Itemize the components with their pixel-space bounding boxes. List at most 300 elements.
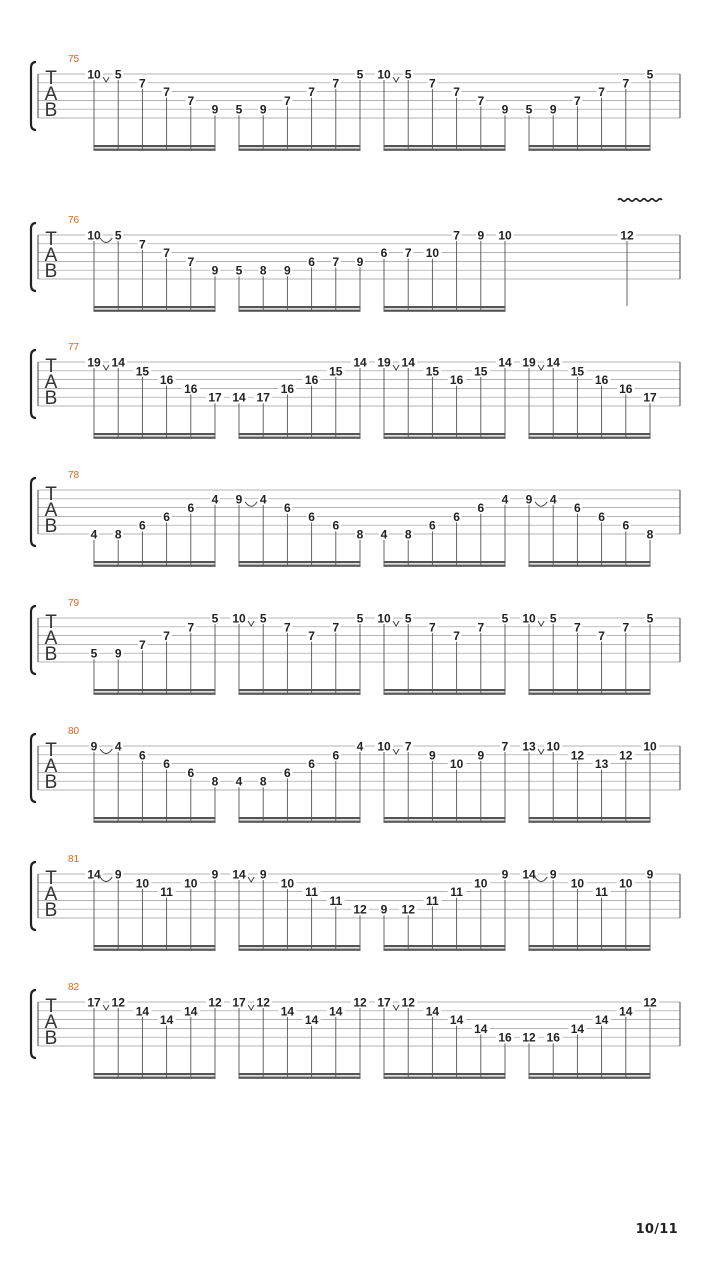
beam bbox=[384, 693, 506, 695]
fret-number: 5 bbox=[646, 67, 654, 82]
fret-number: 5 bbox=[235, 102, 243, 117]
beam bbox=[384, 306, 506, 308]
tab-clef-letter: A bbox=[44, 500, 58, 521]
beam bbox=[239, 149, 361, 151]
fret-number: 7 bbox=[404, 739, 412, 754]
fret-number: 9 bbox=[477, 228, 485, 243]
fret-number: 4 bbox=[259, 492, 267, 507]
beam bbox=[239, 1077, 361, 1079]
fret-number: 6 bbox=[332, 748, 340, 763]
fret-number: 5 bbox=[501, 611, 509, 626]
system-bracket bbox=[31, 990, 36, 1058]
tab-clef-letter: T bbox=[45, 612, 57, 633]
fret-number: 14 bbox=[159, 1013, 174, 1028]
fret-number: 9 bbox=[501, 102, 509, 117]
fret-number: 9 bbox=[525, 492, 533, 507]
slur-arc bbox=[535, 502, 547, 507]
measure-number: 76 bbox=[68, 215, 80, 226]
fret-number: 14 bbox=[546, 355, 560, 370]
fret-number: 6 bbox=[429, 518, 436, 533]
beam bbox=[529, 821, 651, 823]
fret-number: 10 bbox=[87, 228, 101, 243]
fret-number: 10 bbox=[498, 228, 512, 243]
fret-number: 12 bbox=[570, 748, 585, 763]
fret-number: 5 bbox=[259, 611, 267, 626]
note-group bbox=[89, 492, 220, 567]
fret-number: 4 bbox=[356, 739, 364, 754]
fret-number: 9 bbox=[211, 867, 219, 882]
fret-number: 7 bbox=[332, 76, 340, 91]
fret-number: 6 bbox=[308, 509, 315, 524]
fret-number: 14 bbox=[425, 1004, 440, 1019]
fret-number: 8 bbox=[404, 527, 412, 542]
fret-number: 10 bbox=[184, 876, 198, 891]
beam bbox=[384, 821, 506, 823]
fret-number: 10 bbox=[377, 611, 391, 626]
fret-number: 17 bbox=[208, 390, 222, 405]
fret-number: 7 bbox=[332, 254, 340, 269]
fret-number: 7 bbox=[284, 93, 291, 108]
beam bbox=[239, 821, 361, 823]
system-bracket bbox=[31, 734, 36, 802]
system-80 bbox=[31, 726, 680, 823]
fret-number: 10 bbox=[377, 67, 391, 82]
vibrato-mark bbox=[618, 199, 662, 202]
fret-number: 6 bbox=[139, 748, 146, 763]
beam bbox=[94, 949, 216, 951]
system-82 bbox=[31, 982, 680, 1079]
beam bbox=[529, 565, 651, 567]
fret-number: 7 bbox=[404, 246, 412, 261]
fret-number: 7 bbox=[574, 93, 581, 108]
fret-number: 17 bbox=[87, 995, 101, 1010]
fret-number: 10 bbox=[280, 876, 295, 891]
fret-number: 14 bbox=[401, 355, 415, 370]
tab-clef-letter: B bbox=[44, 644, 58, 665]
fret-number: 7 bbox=[453, 85, 460, 100]
fret-number: 5 bbox=[235, 263, 243, 278]
fret-number: 6 bbox=[284, 765, 291, 780]
fret-number: 9 bbox=[259, 867, 267, 882]
beam bbox=[239, 817, 361, 819]
slur-tick bbox=[103, 365, 109, 370]
fret-number: 14 bbox=[135, 1004, 150, 1019]
fret-number: 19 bbox=[522, 355, 536, 370]
system-bracket bbox=[31, 223, 36, 291]
fret-number: 5 bbox=[356, 67, 364, 82]
fret-number: 16 bbox=[498, 1030, 512, 1045]
system-75 bbox=[31, 54, 680, 151]
fret-number: 12 bbox=[353, 995, 367, 1010]
beam bbox=[94, 306, 216, 308]
fret-number: 12 bbox=[643, 995, 657, 1010]
fret-number: 4 bbox=[549, 492, 557, 507]
fret-number: 9 bbox=[646, 867, 654, 882]
beam bbox=[239, 689, 361, 691]
fret-number: 6 bbox=[163, 509, 170, 524]
system-76 bbox=[31, 199, 680, 312]
fret-number: 11 bbox=[160, 885, 173, 900]
slur-tick bbox=[393, 621, 399, 626]
system-79 bbox=[31, 598, 680, 695]
tab-clef-letter: B bbox=[44, 900, 58, 921]
beam bbox=[384, 689, 506, 691]
beam bbox=[529, 145, 651, 147]
note-group bbox=[379, 492, 510, 567]
tab-clef-letter: B bbox=[44, 388, 58, 409]
tab-clef-letter: A bbox=[44, 84, 58, 105]
slur-tick bbox=[103, 77, 109, 82]
slur-tick bbox=[393, 749, 399, 754]
fret-number: 6 bbox=[574, 501, 581, 516]
system-bracket bbox=[31, 62, 36, 130]
fret-number: 7 bbox=[477, 93, 485, 108]
fret-number: 14 bbox=[184, 1004, 198, 1019]
slur-arc bbox=[100, 749, 112, 754]
fret-number: 10 bbox=[135, 876, 150, 891]
note-group bbox=[234, 255, 365, 312]
tab-clef-letter: A bbox=[44, 372, 58, 393]
system-bracket bbox=[31, 350, 36, 418]
beam bbox=[239, 433, 361, 435]
beam bbox=[384, 949, 506, 951]
fret-number: 6 bbox=[163, 757, 170, 772]
fret-number: 12 bbox=[401, 995, 415, 1010]
slur-tick bbox=[248, 621, 254, 626]
slur-tick bbox=[538, 365, 544, 370]
fret-number: 19 bbox=[87, 355, 101, 370]
fret-number: 16 bbox=[449, 373, 464, 388]
beam bbox=[239, 145, 361, 147]
system-bracket bbox=[31, 606, 36, 674]
beam bbox=[239, 693, 361, 695]
beam bbox=[94, 437, 216, 439]
fret-number: 5 bbox=[549, 611, 557, 626]
fret-number: 10 bbox=[546, 739, 560, 754]
fret-number: 6 bbox=[622, 518, 630, 533]
fret-number: 17 bbox=[256, 390, 270, 405]
fret-number: 9 bbox=[549, 867, 557, 882]
system-bracket bbox=[31, 478, 36, 546]
tab-clef-letter: A bbox=[44, 1012, 58, 1033]
measure-number: 79 bbox=[68, 598, 80, 609]
fret-number: 5 bbox=[404, 611, 412, 626]
fret-number: 12 bbox=[111, 995, 125, 1010]
fret-number: 6 bbox=[453, 509, 460, 524]
tab-clef-letter: A bbox=[44, 245, 58, 266]
beam bbox=[384, 433, 506, 435]
fret-number: 14 bbox=[304, 1013, 319, 1028]
fret-number: 8 bbox=[114, 527, 122, 542]
slur-tick bbox=[538, 621, 544, 626]
fret-number: 16 bbox=[184, 381, 198, 396]
tab-clef-letter: A bbox=[44, 756, 58, 777]
beam bbox=[529, 1073, 651, 1075]
fret-number: 12 bbox=[619, 748, 633, 763]
page-indicator: 10/11 bbox=[635, 1222, 678, 1237]
slur-arc bbox=[245, 502, 257, 507]
measure-number: 80 bbox=[68, 726, 80, 737]
beam bbox=[94, 817, 216, 819]
beam bbox=[529, 945, 651, 947]
fret-number: 7 bbox=[574, 620, 581, 635]
beam bbox=[94, 1073, 216, 1075]
slur-tick bbox=[393, 365, 399, 370]
beam bbox=[384, 1077, 506, 1079]
fret-number: 5 bbox=[404, 67, 412, 82]
fret-number: 6 bbox=[332, 518, 340, 533]
fret-number: 17 bbox=[643, 390, 657, 405]
beam bbox=[239, 565, 361, 567]
tab-clef-letter: T bbox=[45, 996, 57, 1017]
fret-number: 12 bbox=[208, 995, 222, 1010]
fret-number: 12 bbox=[353, 902, 367, 917]
fret-number: 14 bbox=[522, 867, 536, 882]
fret-number: 5 bbox=[646, 611, 654, 626]
measure-number: 78 bbox=[68, 470, 80, 481]
slur-tick bbox=[538, 749, 544, 754]
note-group bbox=[618, 229, 636, 307]
measure-number: 81 bbox=[68, 854, 80, 865]
fret-number: 15 bbox=[329, 364, 343, 379]
tab-clef-letter: A bbox=[44, 628, 58, 649]
fret-number: 9 bbox=[259, 102, 267, 117]
fret-number: 12 bbox=[401, 902, 415, 917]
fret-number: 10 bbox=[619, 876, 633, 891]
note-group bbox=[524, 492, 655, 567]
fret-number: 9 bbox=[114, 646, 122, 661]
fret-number: 11 bbox=[329, 893, 343, 908]
fret-number: 12 bbox=[522, 1030, 536, 1045]
beam bbox=[94, 149, 216, 151]
fret-number: 16 bbox=[619, 381, 633, 396]
fret-number: 8 bbox=[646, 527, 654, 542]
fret-number: 11 bbox=[595, 885, 608, 900]
tab-clef-letter: A bbox=[44, 884, 58, 905]
fret-number: 4 bbox=[114, 739, 122, 754]
fret-number: 7 bbox=[163, 246, 170, 261]
beam bbox=[94, 945, 216, 947]
fret-number: 7 bbox=[163, 85, 170, 100]
beam bbox=[94, 565, 216, 567]
beam bbox=[384, 945, 506, 947]
fret-number: 7 bbox=[429, 76, 436, 91]
fret-number: 7 bbox=[622, 620, 630, 635]
fret-number: 11 bbox=[305, 885, 318, 900]
fret-number: 14 bbox=[280, 1004, 295, 1019]
beam bbox=[94, 1077, 216, 1079]
fret-number: 9 bbox=[477, 748, 485, 763]
fret-number: 14 bbox=[232, 390, 246, 405]
beam bbox=[529, 149, 651, 151]
beam bbox=[529, 689, 651, 691]
beam bbox=[384, 437, 506, 439]
tab-clef-letter: T bbox=[45, 740, 57, 761]
fret-number: 8 bbox=[259, 774, 267, 789]
beam bbox=[384, 145, 506, 147]
fret-number: 13 bbox=[594, 757, 609, 772]
beam bbox=[94, 693, 216, 695]
beam bbox=[94, 821, 216, 823]
fret-number: 14 bbox=[594, 1013, 609, 1028]
beam bbox=[384, 310, 506, 312]
measure-number: 75 bbox=[68, 54, 80, 65]
slur-tick bbox=[393, 1005, 399, 1010]
beam bbox=[239, 949, 361, 951]
fret-number: 9 bbox=[429, 748, 436, 763]
fret-number: 14 bbox=[474, 1021, 488, 1036]
beam bbox=[239, 945, 361, 947]
fret-number: 5 bbox=[356, 611, 364, 626]
tab-clef-letter: T bbox=[45, 868, 57, 889]
slur-tick bbox=[103, 1005, 109, 1010]
fret-number: 7 bbox=[477, 620, 485, 635]
fret-number: 10 bbox=[232, 611, 246, 626]
fret-number: 9 bbox=[235, 492, 243, 507]
measure-number: 77 bbox=[68, 342, 80, 353]
fret-number: 9 bbox=[211, 102, 219, 117]
fret-number: 14 bbox=[619, 1004, 633, 1019]
fret-number: 6 bbox=[380, 246, 388, 261]
fret-number: 9 bbox=[549, 102, 557, 117]
fret-number: 5 bbox=[525, 102, 533, 117]
fret-number: 17 bbox=[377, 995, 391, 1010]
fret-number: 14 bbox=[87, 867, 101, 882]
beam bbox=[384, 561, 506, 563]
fret-number: 6 bbox=[477, 501, 485, 516]
fret-number: 16 bbox=[304, 373, 319, 388]
fret-number: 9 bbox=[380, 902, 388, 917]
fret-number: 15 bbox=[425, 364, 440, 379]
fret-number: 11 bbox=[426, 893, 439, 908]
fret-number: 7 bbox=[598, 629, 605, 644]
fret-number: 7 bbox=[332, 620, 340, 635]
beam bbox=[239, 310, 361, 312]
fret-number: 7 bbox=[139, 637, 146, 652]
fret-number: 7 bbox=[622, 76, 630, 91]
beam bbox=[94, 433, 216, 435]
fret-number: 7 bbox=[501, 739, 509, 754]
beam bbox=[239, 437, 361, 439]
measure-number: 82 bbox=[68, 982, 80, 993]
fret-number: 14 bbox=[498, 355, 512, 370]
tab-clef-letter: B bbox=[44, 772, 58, 793]
fret-number: 6 bbox=[598, 509, 605, 524]
slur-tick bbox=[248, 1005, 254, 1010]
fret-number: 13 bbox=[522, 739, 536, 754]
fret-number: 6 bbox=[284, 501, 291, 516]
fret-number: 5 bbox=[90, 646, 98, 661]
fret-number: 15 bbox=[570, 364, 585, 379]
fret-number: 7 bbox=[284, 620, 291, 635]
fret-number: 15 bbox=[474, 364, 488, 379]
beam bbox=[529, 949, 651, 951]
fret-number: 16 bbox=[159, 373, 174, 388]
fret-number: 16 bbox=[280, 381, 295, 396]
fret-number: 10 bbox=[377, 739, 391, 754]
fret-number: 7 bbox=[598, 85, 605, 100]
fret-number: 4 bbox=[501, 492, 509, 507]
beam bbox=[529, 817, 651, 819]
fret-number: 9 bbox=[356, 254, 364, 269]
tab-clef-letter: B bbox=[44, 261, 58, 282]
fret-number: 7 bbox=[429, 620, 436, 635]
beam bbox=[239, 1073, 361, 1075]
fret-number: 7 bbox=[139, 76, 146, 91]
slur-tick bbox=[248, 877, 254, 882]
fret-number: 8 bbox=[211, 774, 219, 789]
beam bbox=[94, 689, 216, 691]
system-77 bbox=[31, 342, 680, 439]
fret-number: 14 bbox=[329, 1004, 343, 1019]
system-bracket bbox=[31, 862, 36, 930]
fret-number: 12 bbox=[256, 995, 270, 1010]
fret-number: 14 bbox=[353, 355, 367, 370]
fret-number: 17 bbox=[232, 995, 246, 1010]
beam bbox=[384, 565, 506, 567]
beam bbox=[94, 145, 216, 147]
fret-number: 7 bbox=[308, 629, 315, 644]
tab-clef-letter: T bbox=[45, 229, 57, 250]
beam bbox=[239, 306, 361, 308]
fret-number: 11 bbox=[450, 885, 463, 900]
beam bbox=[529, 693, 651, 695]
fret-number: 4 bbox=[90, 527, 98, 542]
fret-number: 7 bbox=[139, 237, 146, 252]
tab-clef-letter: B bbox=[44, 516, 58, 537]
fret-number: 8 bbox=[356, 527, 364, 542]
fret-number: 19 bbox=[377, 355, 391, 370]
fret-number: 4 bbox=[211, 492, 219, 507]
tab-clef-letter: T bbox=[45, 484, 57, 505]
fret-number: 15 bbox=[135, 364, 150, 379]
fret-number: 4 bbox=[380, 527, 388, 542]
fret-number: 6 bbox=[187, 501, 195, 516]
system-81 bbox=[31, 854, 680, 951]
fret-number: 9 bbox=[211, 263, 219, 278]
fret-number: 10 bbox=[425, 246, 440, 261]
fret-number: 12 bbox=[620, 228, 634, 243]
fret-number: 10 bbox=[570, 876, 585, 891]
fret-number: 9 bbox=[501, 867, 509, 882]
fret-number: 10 bbox=[474, 876, 488, 891]
fret-number: 8 bbox=[259, 263, 267, 278]
fret-number: 10 bbox=[643, 739, 657, 754]
tab-clef-letter: B bbox=[44, 1028, 58, 1049]
fret-number: 10 bbox=[87, 67, 101, 82]
fret-number: 10 bbox=[522, 611, 536, 626]
fret-number: 7 bbox=[453, 629, 460, 644]
fret-number: 7 bbox=[453, 228, 460, 243]
fret-number: 7 bbox=[187, 620, 195, 635]
fret-number: 10 bbox=[449, 757, 464, 772]
tab-clef-letter: T bbox=[45, 356, 57, 377]
fret-number: 6 bbox=[139, 518, 146, 533]
fret-number: 14 bbox=[449, 1013, 464, 1028]
fret-number: 14 bbox=[232, 867, 246, 882]
beam bbox=[384, 149, 506, 151]
beam bbox=[94, 561, 216, 563]
fret-number: 5 bbox=[114, 228, 122, 243]
fret-number: 4 bbox=[235, 774, 243, 789]
fret-number: 16 bbox=[546, 1030, 560, 1045]
fret-number: 9 bbox=[90, 739, 98, 754]
fret-number: 6 bbox=[187, 765, 195, 780]
beam bbox=[529, 437, 651, 439]
fret-number: 16 bbox=[594, 373, 609, 388]
fret-number: 5 bbox=[211, 611, 219, 626]
beam bbox=[529, 433, 651, 435]
